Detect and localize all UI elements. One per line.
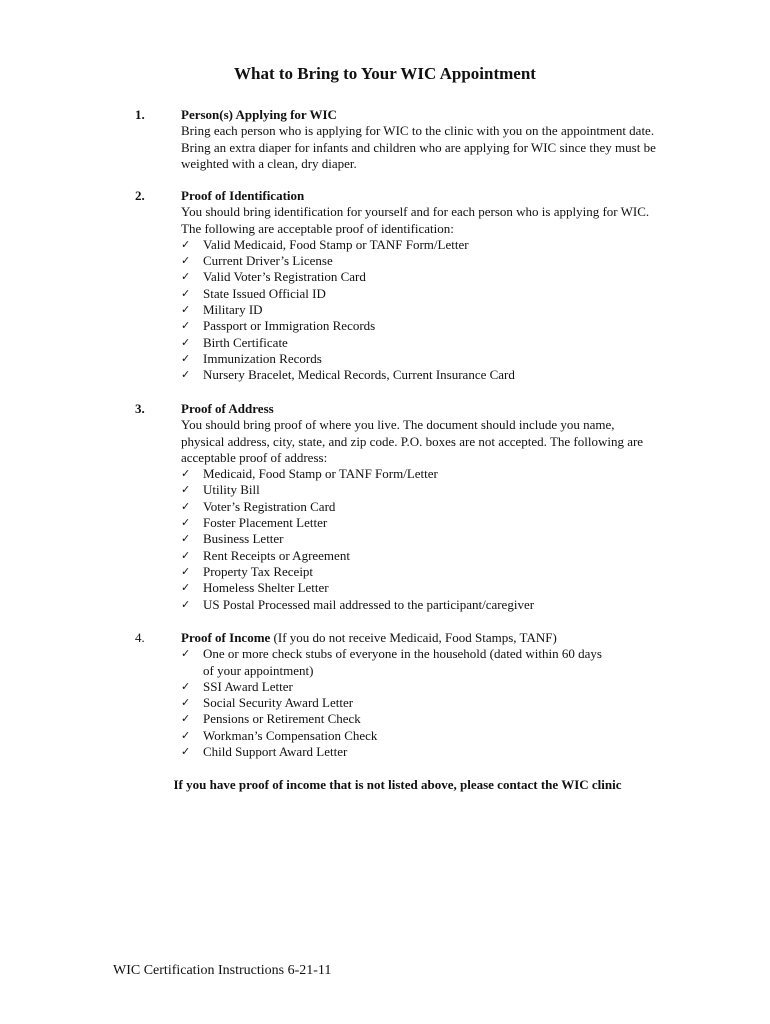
checkmark-icon: ✓ bbox=[181, 467, 191, 481]
checkmark-icon: ✓ bbox=[181, 581, 191, 595]
address-list bbox=[181, 466, 661, 613]
checkmark-icon: ✓ bbox=[181, 516, 191, 530]
checkmark-icon: ✓ bbox=[181, 351, 191, 365]
list-item: ✓ US Postal Processed mail addressed to the participant/caregiver bbox=[181, 596, 535, 612]
list-item: ✓ Military ID bbox=[181, 302, 263, 318]
list-item: ✓ Pensions or Retirement Check bbox=[181, 711, 361, 727]
checkmark-icon: ✓ bbox=[181, 647, 191, 661]
section-number: 3. bbox=[135, 401, 145, 416]
checkmark-icon: ✓ bbox=[181, 728, 191, 742]
checkmark-icon: ✓ bbox=[181, 597, 191, 611]
checkmark-icon: ✓ bbox=[181, 335, 191, 349]
section-heading: Proof of Address bbox=[181, 401, 274, 416]
section-number: 4. bbox=[135, 630, 145, 645]
checkmark-icon: ✓ bbox=[181, 286, 191, 300]
footer-text: WIC Certification Instructions 6-21-11 bbox=[113, 963, 332, 978]
section-heading-line bbox=[181, 630, 681, 646]
list-item: ✓ Immunization Records bbox=[181, 350, 322, 366]
list-item: ✓ Current Driver’s License bbox=[181, 253, 333, 269]
checkmark-icon: ✓ bbox=[181, 483, 191, 497]
section-text: You should bring proof of where you live. The document should include you name, physical address, city, state, and zip code. P.O. boxes are not accepted. The following are acceptable proof of address: bbox=[181, 417, 644, 465]
section-body bbox=[181, 188, 661, 384]
list-item: ✓ Child Support Award Letter bbox=[181, 744, 348, 760]
list-item: ✓ Passport or Immigration Records bbox=[181, 318, 376, 334]
list-item: ✓ Foster Placement Letter bbox=[181, 515, 328, 531]
list-item: ✓ SSI Award Letter bbox=[181, 678, 293, 694]
list-item: ✓ Workman’s Compensation Check bbox=[181, 727, 378, 743]
list-item: ✓ Medicaid, Food Stamp or TANF Form/Letter bbox=[181, 466, 438, 482]
section-text: Bring each person who is applying for WIC to the clinic with you on the appointment date. Bring an extra diaper for infants and children who are applying for WIC since they must be weighted with a clean, dry diaper. bbox=[181, 123, 656, 171]
checkmark-icon: ✓ bbox=[181, 532, 191, 546]
checkmark-icon: ✓ bbox=[181, 368, 191, 382]
list-item: ✓ Valid Voter’s Registration Card bbox=[181, 269, 366, 285]
checkmark-icon: ✓ bbox=[181, 254, 191, 268]
checkmark-icon: ✓ bbox=[181, 499, 191, 513]
list-item: ✓ State Issued Official ID bbox=[181, 285, 326, 301]
checkmark-icon: ✓ bbox=[181, 679, 191, 693]
income-list bbox=[181, 646, 611, 760]
section-heading: Person(s) Applying for WIC bbox=[181, 107, 337, 122]
list-item: ✓ Nursery Bracelet, Medical Records, Current Insurance Card bbox=[181, 367, 515, 383]
checkmark-icon: ✓ bbox=[181, 696, 191, 710]
closing-note: If you have proof of income that is not listed above, please contact the WIC clinic bbox=[173, 777, 622, 792]
list-item: ✓ Voter’s Registration Card bbox=[181, 498, 336, 514]
checkmark-icon: ✓ bbox=[181, 237, 191, 251]
list-item: ✓ Utility Bill bbox=[181, 482, 260, 498]
list-item: ✓ Rent Receipts or Agreement bbox=[181, 547, 350, 563]
section-text: You should bring identification for yourself and for each person who is applying for WIC. The following are acceptable proof of identification: bbox=[181, 204, 650, 236]
checkmark-icon: ✓ bbox=[181, 303, 191, 317]
checkmark-icon: ✓ bbox=[181, 745, 191, 759]
section-note: (If you do not receive Medicaid, Food Stamps, TANF) bbox=[273, 630, 557, 645]
list-item: ✓ Business Letter bbox=[181, 531, 284, 547]
page-title: What to Bring to Your WIC Appointment bbox=[234, 64, 536, 83]
identification-list bbox=[181, 237, 661, 384]
checkmark-icon: ✓ bbox=[181, 319, 191, 333]
section-number: 1. bbox=[135, 107, 145, 122]
checkmark-icon: ✓ bbox=[181, 564, 191, 578]
list-item: ✓ One or more check stubs of everyone in the household (dated within 60 days of your appointment) bbox=[181, 646, 602, 678]
checkmark-icon: ✓ bbox=[181, 548, 191, 562]
checkmark-icon: ✓ bbox=[181, 712, 191, 726]
section-body bbox=[181, 401, 661, 613]
section-number: 2. bbox=[135, 188, 145, 203]
list-item: ✓ Homeless Shelter Letter bbox=[181, 580, 329, 596]
section-body bbox=[181, 107, 661, 172]
list-item: ✓ Valid Medicaid, Food Stamp or TANF Form/Letter bbox=[181, 236, 469, 252]
section-body bbox=[181, 630, 681, 760]
list-item: ✓ Birth Certificate bbox=[181, 334, 288, 350]
section-heading: Proof of Identification bbox=[181, 188, 305, 203]
checkmark-icon: ✓ bbox=[181, 270, 191, 284]
list-item: ✓ Social Security Award Letter bbox=[181, 695, 354, 711]
list-item: ✓ Property Tax Receipt bbox=[181, 563, 314, 579]
section-heading: Proof of Income bbox=[181, 630, 271, 645]
